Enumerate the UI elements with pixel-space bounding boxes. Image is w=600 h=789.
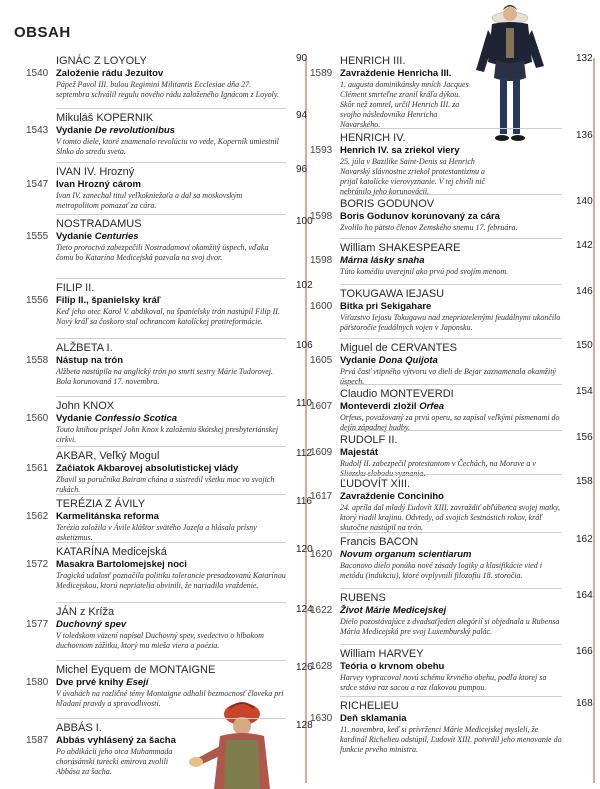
entry-year: 1561 [26, 463, 49, 474]
entry-description: 25. júla v Bazilike Saint-Denis sa Henrich Navarský slávnostne zriekol protestantizmu a prijal katolícke vierovyznanie. V tej chvíli nič nebránilo jeho korunovácii. [340, 157, 486, 196]
entry-year: 1600 [310, 301, 333, 312]
entry-heading: Teória o krvnom obehu [340, 661, 445, 672]
entry-heading: Karmelitánska reforma [56, 511, 159, 522]
entry-page-number: 120 [296, 544, 313, 555]
entry-person: ABBÁS I. [56, 722, 102, 734]
entry-heading: Zavraždenie Henricha III. [340, 68, 452, 79]
list-item [310, 384, 593, 432]
entry-person: NOSTRADAMUS [56, 218, 142, 230]
entry-page-number: 106 [296, 340, 313, 351]
entry-heading: Masakra Bartolomejskej noci [56, 559, 187, 570]
entry-person: HENRICH III. [340, 55, 406, 67]
entry-person: BORIS GODUNOV [340, 198, 435, 210]
entry-description: Touto knihou prispel John Knox k založeniu škótskej presbyteriánskej cirkvi. [56, 425, 279, 444]
entry-description: Harvey vypracoval novú schému krvného obehu, podľa ktorej sa srdce stáva raz sacou a raz tlakovou pumpou. [340, 673, 547, 692]
entry-page-number: 116 [296, 496, 312, 507]
entry-description: V tomto diele, ktoré znamenalo revolúciu vo vede, Koperník umiestnil Slnko do stredu sveta. [56, 137, 279, 156]
entry-description: 11. novembra, keď si prívrženci Márie Medicejskej mysleli, že kardinál Richelieu odstúpil, Ľudovít XIII. potvrdil jeho menovanie do funkcie prvého ministra. [340, 725, 562, 754]
entry-description: Prvá časť vtipného výtvoru vo dieli de Bejar zaznamenala okamžitý úspech. [340, 367, 556, 386]
entry-description: Zvolilo ho pätsto členov Zemského snemu 17. februára. [340, 223, 518, 232]
entry-year: 1562 [26, 511, 49, 522]
entry-page-number: 164 [576, 590, 593, 601]
contents-column-left [26, 52, 313, 778]
entry-heading: Duchovný spev [56, 619, 127, 630]
list-item [310, 644, 593, 696]
entry-description: Keď jeho otec Karol V. abdikoval, na španielsky trón nastúpil Filip II. Nový kráľ sa čoskoro stal ochrancom katolíckej protireformácie. [56, 307, 280, 326]
entry-year: 1572 [26, 559, 49, 570]
entry-description: Terézia založila v Ávile kláštor svätého Jozefa a hlásala prísny asketizmus. [56, 523, 257, 542]
entry-heading: Vydanie Dona Quijota [340, 355, 438, 366]
entry-heading: Život Márie Medicejskej [340, 605, 447, 616]
entry-person: John KNOX [56, 400, 115, 412]
entry-description: Orfeus, považovaný za prvú operu, sa zapísal veľkými písmenami do dejín západnej hudby. [340, 413, 560, 432]
entry-page-number: 168 [576, 698, 593, 709]
entry-person: Francis BACON [340, 536, 419, 548]
entry-page-number: 156 [576, 432, 593, 443]
list-item [26, 542, 313, 602]
entry-description: Túto komédiu uverejnil ako prvú pod svojím menom. [340, 267, 509, 276]
entry-heading: Nástup na trón [56, 355, 124, 366]
list-item [26, 214, 313, 278]
list-item [26, 494, 312, 542]
entry-description: Pápež Pavol III. bulou Regimini Militantis Ecclesiae dňa 27. septembra schválil regulu nového rádu založeného Ignácom z Loyoly. [56, 80, 280, 99]
page-title: OBSAH [14, 24, 71, 41]
entry-page-number: 94 [296, 110, 308, 121]
entry-heading: Bitka pri Sekigahare [340, 301, 432, 312]
entry-person: RUBENS [340, 592, 386, 604]
entry-description: Po abdikácii jeho otca Muhammada chorásánski turecki emirova zvolili Abbása za šacha. [56, 747, 173, 776]
entry-description: Baconovo dielo ponúka nové zásady logiky a klasifikácie vied i metódu (indukciu), ktoré ovplyvnili filozofiu 18. storočia. [340, 561, 542, 580]
entry-page-number: 154 [576, 386, 593, 397]
list-item [310, 238, 593, 284]
list-item [26, 718, 313, 778]
list-item [310, 430, 593, 478]
entry-page-number: 126 [296, 662, 313, 673]
entry-heading: Márna lásky snaha [340, 255, 425, 266]
entry-year: 1556 [26, 295, 49, 306]
entry-description: V toledskom väzení napísal Duchovný spev, svedectvo o hlbokom duchovnom zážitku, ktorý mu mieša viera a poézia. [56, 631, 264, 650]
entry-person: Claudio MONTEVERDI [340, 388, 454, 400]
entry-person: AKBAR, Veľký Mogul [56, 450, 160, 462]
list-item [26, 162, 308, 214]
entry-page-number: 146 [576, 286, 593, 297]
entry-year: 1607 [310, 401, 333, 412]
list-item [26, 278, 313, 338]
entry-description: Zbavil sa poručníka Bairam chána a sústredil všetku moc vo svojich rukách. [56, 475, 275, 494]
entry-heading: Začiatok Akbarovej absolutistickej vlády [56, 463, 239, 474]
entry-description: Tragická udalosť poznačila politiku tolerancie presadzovanú Katarínou Medicejskou, ktorú nepriatelia obvinili, že nariadila vraždenie. [56, 571, 286, 590]
entry-person: IGNÁC Z LOYOLY [56, 55, 147, 67]
list-item [310, 52, 593, 129]
list-item [310, 338, 593, 386]
entry-heading: Zavraždenie Conciniho [340, 491, 444, 502]
entry-page-number: 140 [576, 196, 593, 207]
entry-person: RICHELIEU [340, 700, 399, 712]
entry-description: 1. augusta dominikánsky mních Jacques Clément smrteľne zranil kráľa dýkou. Skôr než zomrel, určil Henrich III. za svojho následovníka Henricha Navarského. [340, 80, 469, 129]
entry-year: 1577 [26, 619, 49, 630]
list-item [26, 660, 313, 718]
entry-description: Tieto proroctvá zabezpečili Nostradamovi okamžitý úspech, vďaka čomu bo Katarína Medicejská pozvala na svoj dvor. [56, 243, 269, 262]
entry-year: 1555 [26, 231, 49, 242]
entry-description: Ivan IV. zanechal titul veľkokniežaťa a dal sa moskovským metropolitom pomazať za cára. [56, 191, 243, 210]
entry-year: 1547 [26, 179, 49, 190]
entry-heading: Vydanie De revolutionibus [56, 125, 175, 136]
column-divider-right [593, 58, 595, 783]
entry-person: William HARVEY [340, 648, 424, 660]
entry-heading: Ivan Hrozný cárom [56, 179, 141, 190]
entry-page-number: 136 [576, 130, 593, 141]
entry-person: RUDOLF II. [340, 434, 398, 446]
entry-person: TERÉZIA Z ÁVILY [56, 498, 146, 510]
entry-heading: Monteverdi zložil Orfea [340, 401, 445, 412]
entry-description: Alžbeta nastúpila na anglický trón po smrti sestry Márie Tudorovej. Bola korunovaná 17. novembra. [56, 367, 274, 386]
entry-description: Dielo pozostávajúce z dvadsaťjeden alegórií si objednala u Rubensa Mária Medicejská pre svoj Luxemburský palác. [340, 617, 560, 636]
entry-heading: Novum organum scientiarum [340, 549, 472, 560]
entry-person: Miguel de CERVANTES [340, 342, 457, 354]
entry-page-number: 96 [296, 164, 308, 175]
entry-heading: Filip II., španielsky kráľ [56, 295, 161, 306]
entry-person: KATARÍNA Medicejská [56, 546, 167, 558]
entry-year: 1558 [26, 355, 49, 366]
entry-person: FILIP II. [56, 282, 95, 294]
entry-year: 1620 [310, 549, 333, 560]
entry-description: 24. apríla dal mladý Ľudovít XIII. zavraždiť obľúbenca svojej matky, ktorý riadil krajinu. Odvtedy, od svojich šestnástich rokov, kráľ skutočne nastúpil na trón. [340, 503, 561, 532]
entry-page-number: 166 [576, 646, 593, 657]
entry-year: 1617 [310, 491, 333, 502]
list-item [310, 284, 593, 338]
contents-column-right [310, 52, 593, 758]
entry-page-number: 142 [576, 240, 593, 251]
entry-person: ALŽBETA I. [56, 342, 113, 354]
list-item [26, 52, 308, 108]
list-item [310, 128, 593, 196]
entry-person: TOKUGAWA IEJASU [340, 288, 445, 300]
entry-description: Rudolf II. zabezpečil protestantom v Čechách, na Morave a v Sliezsku slobodu vyznania. [340, 459, 536, 478]
entry-page-number: 132 [576, 53, 593, 64]
entry-person: ĽUDOVÍT XIII. [340, 478, 411, 490]
entry-heading: Dve prvé knihy Esejí [56, 677, 149, 688]
entry-year: 1605 [310, 355, 333, 366]
entry-page-number: 162 [576, 534, 593, 545]
entry-person: Mikuláš KOPERNIK [56, 112, 154, 124]
entry-person: Michel Eyquem de MONTAIGNE [56, 664, 216, 676]
list-item [310, 532, 593, 588]
entry-year: 1598 [310, 211, 333, 222]
entry-page-number: 124 [296, 604, 313, 615]
entry-year: 1609 [310, 447, 333, 458]
entry-heading: Majestát [340, 447, 379, 458]
entry-person: William SHAKESPEARE [340, 242, 461, 254]
list-item [310, 474, 593, 532]
list-item [26, 396, 312, 446]
list-item [26, 602, 313, 660]
entry-page-number: 110 [296, 398, 312, 409]
entry-heading: Vydanie Centuries [56, 231, 139, 242]
entry-heading: Henrich IV. sa zriekol viery [340, 145, 460, 156]
entry-heading: Boris Godunov korunovaný za cára [340, 211, 500, 222]
entry-page-number: 158 [576, 476, 593, 487]
entry-year: 1560 [26, 413, 49, 424]
entry-page-number: 150 [576, 340, 593, 351]
entry-description: Víťazstvo Iejasu Tokugawu nad znepriatelenými feudálnymi ukončilo päťstoročie feudálnych vojen v Japonsku. [340, 313, 561, 332]
entry-page-number: 102 [296, 280, 313, 291]
entry-description: V úvahách na rozličné témy Montaigne odhalil bezmocnosť človeka pri hľadaní pravdy a spravodlivosti. [56, 689, 284, 708]
list-item [310, 696, 593, 758]
entry-page-number: 100 [296, 216, 313, 227]
entry-person: HENRICH IV. [340, 132, 406, 144]
entry-year: 1593 [310, 145, 333, 156]
entry-heading: Deň sklamania [340, 713, 407, 724]
entry-page-number: 112 [296, 448, 312, 459]
entry-year: 1580 [26, 677, 49, 688]
entry-page-number: 128 [296, 720, 313, 731]
list-item [26, 446, 312, 494]
entry-heading: Vydanie Confessio Scotica [56, 413, 178, 424]
list-item [26, 108, 308, 162]
entry-person: JÁN z Kríža [56, 606, 115, 618]
entry-heading: Založenie rádu Jezuitov [56, 68, 164, 79]
entry-year: 1540 [26, 68, 49, 79]
entry-year: 1587 [26, 735, 49, 746]
entry-year: 1598 [310, 255, 333, 266]
entry-year: 1589 [310, 68, 333, 79]
entry-year: 1628 [310, 661, 333, 672]
entry-year: 1622 [310, 605, 333, 616]
list-item [310, 588, 593, 644]
list-item [26, 338, 313, 396]
entry-year: 1630 [310, 713, 333, 724]
entry-year: 1543 [26, 125, 49, 136]
entry-page-number: 90 [296, 53, 308, 64]
entry-heading: Abbás vyhlásený za šacha [56, 735, 176, 746]
list-item [310, 194, 593, 238]
entry-person: IVAN IV. Hrozný [56, 166, 135, 178]
